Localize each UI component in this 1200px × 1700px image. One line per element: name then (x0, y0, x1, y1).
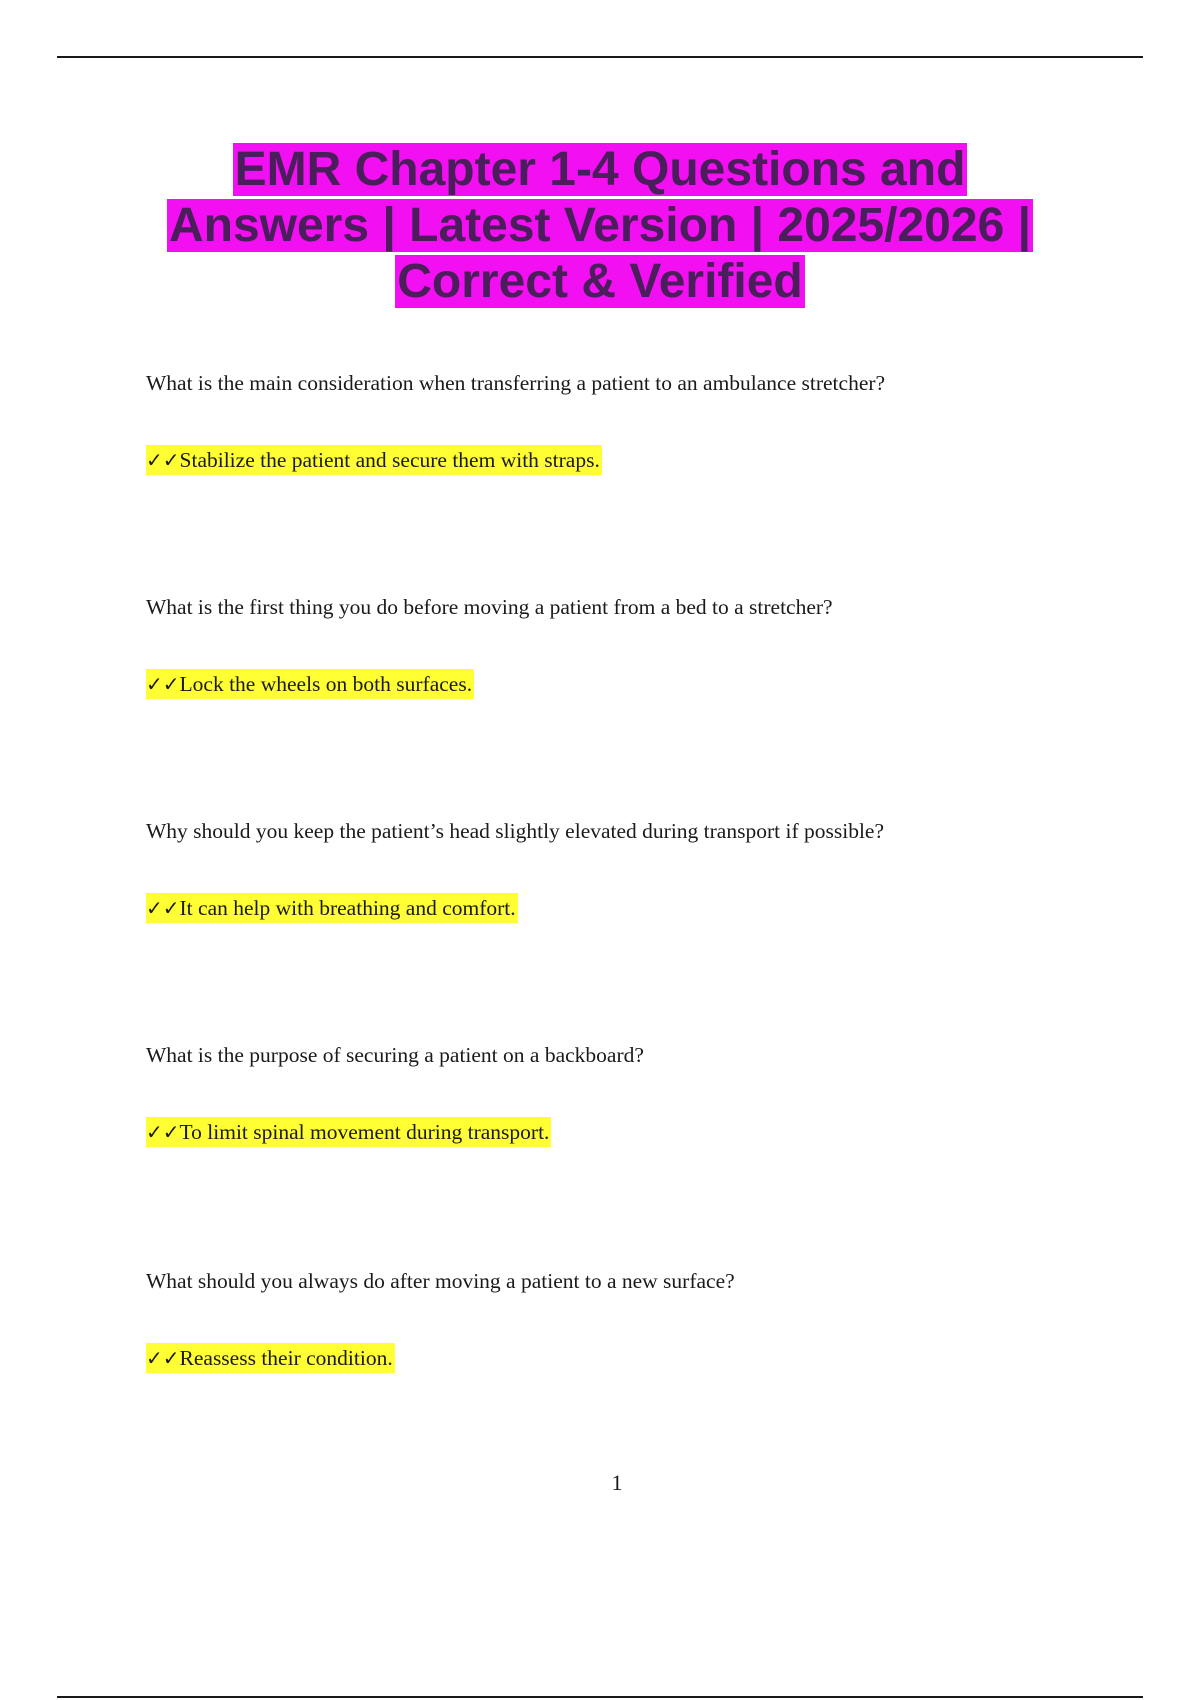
answer-text (146, 445, 602, 475)
title-line-3: Correct & Verified (397, 255, 803, 308)
qa-item-1 (146, 369, 1076, 475)
answer-label: Lock the wheels on both surfaces. (179, 672, 473, 696)
double-check-icon: ✓✓ (146, 896, 180, 920)
qa-item-2 (146, 593, 1076, 699)
answer-text (146, 1117, 551, 1147)
bottom-rule (57, 1696, 1143, 1698)
answer-text (146, 669, 474, 699)
title-line-2: Answers | Latest Version | 2025/2026 | (168, 199, 1032, 252)
qa-item-5 (146, 1267, 1076, 1373)
double-check-icon: ✓✓ (146, 1346, 180, 1370)
question-text: Why should you keep the patient’s head slightly elevated during transport if possible? (146, 819, 885, 843)
question-text: What should you always do after moving a patient to a new surface? (146, 1269, 735, 1293)
question-text: What is the first thing you do before moving a patient from a bed to a stretcher? (146, 595, 833, 619)
question-text: What is the purpose of securing a patient on a backboard? (146, 1043, 644, 1067)
double-check-icon: ✓✓ (146, 672, 180, 696)
answer-label: Stabilize the patient and secure them with straps. (179, 448, 600, 472)
top-rule (57, 56, 1143, 58)
answer-label: To limit spinal movement during transport. (179, 1120, 550, 1144)
qa-item-3 (146, 817, 1076, 923)
double-check-icon: ✓✓ (146, 1120, 180, 1144)
qa-item-4 (146, 1041, 1076, 1147)
answer-text (146, 1343, 395, 1373)
question-text: What is the main consideration when transferring a patient to an ambulance stretcher? (146, 371, 886, 395)
answer-text (146, 893, 518, 923)
document-title (100, 142, 1100, 310)
answer-label: Reassess their condition. (179, 1346, 393, 1370)
answer-label: It can help with breathing and comfort. (179, 896, 516, 920)
title-line-1: EMR Chapter 1-4 Questions and (234, 143, 966, 196)
page-number: 1 (611, 1470, 623, 1495)
double-check-icon: ✓✓ (146, 448, 180, 472)
